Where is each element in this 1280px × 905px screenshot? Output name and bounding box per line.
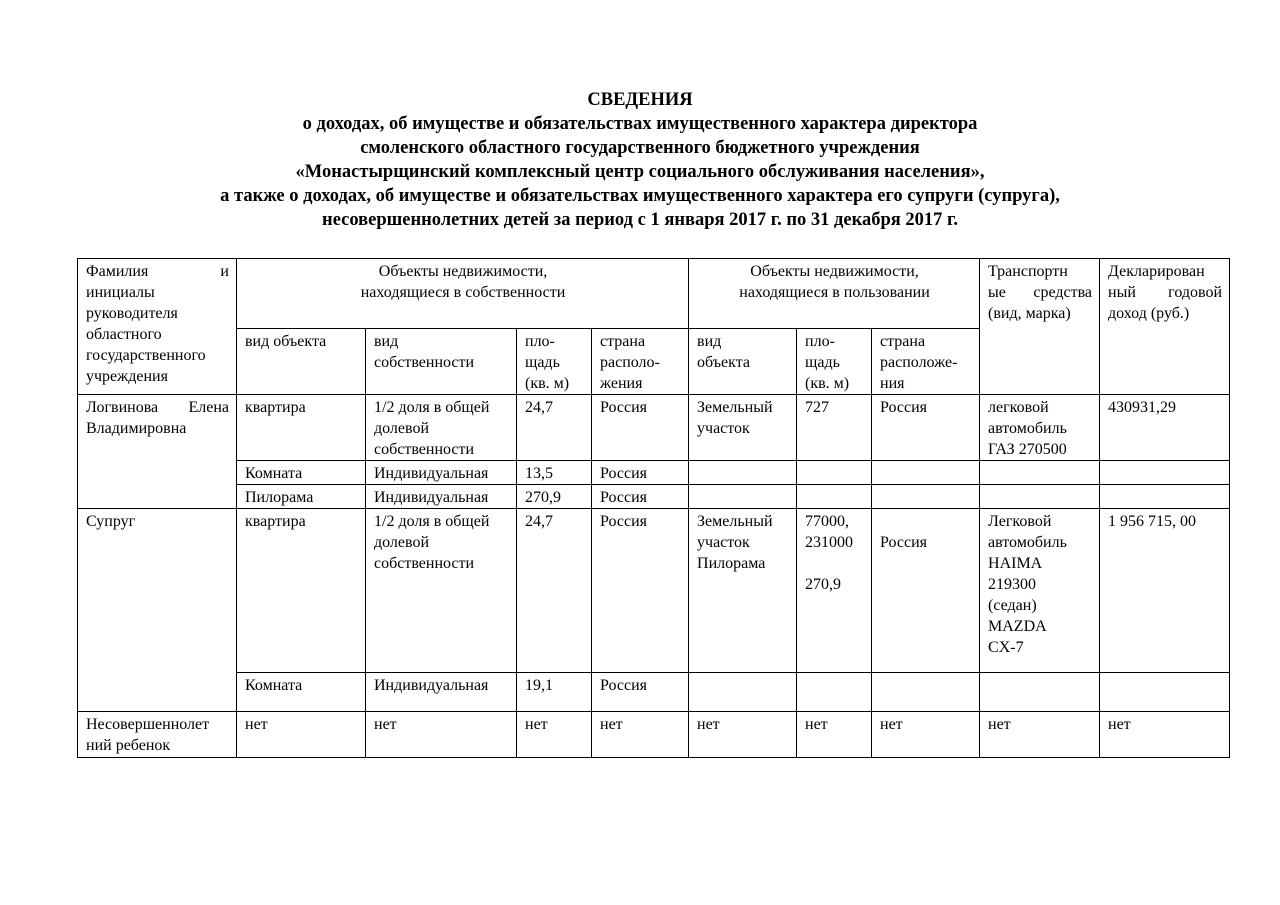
cell-text-line: ые средства [988, 284, 1093, 301]
owned-type-cell: Комната [237, 673, 366, 712]
table-row [78, 461, 1230, 485]
cell-text-line: учреждения [86, 368, 168, 385]
vehicles-cell [980, 509, 1100, 673]
cell-text-line: легковой [988, 399, 1049, 416]
cell-text-line: CX-7 [988, 639, 1024, 656]
header-vehicles [980, 259, 1100, 395]
value-cell: нет [872, 712, 980, 758]
subtitle-line: несовершеннолетних детей за период с 1 января 2017 г. по 31 декабря 2017 г. [322, 210, 958, 230]
owned-ownership-cell [366, 509, 517, 673]
person-name [78, 712, 237, 758]
empty-cell [980, 461, 1100, 485]
cell-text-line: автомобиль [988, 420, 1067, 437]
cell-text-line: страна [880, 333, 926, 350]
cell-text-line: Объекты недвижимости, [750, 263, 919, 280]
owned-area-cell: 24,7 [517, 395, 592, 461]
cell-text-line: собственности [374, 441, 475, 458]
table-row [78, 673, 1230, 712]
empty-cell [689, 673, 797, 712]
cell-text-line: государственного [86, 347, 206, 364]
subtitle-line: о доходах, об имуществе и обязательствах имущественного характера директора [302, 114, 978, 134]
empty-cell [872, 461, 980, 485]
cell-text-line: доход (руб.) [1108, 305, 1190, 322]
value-cell: нет [689, 712, 797, 758]
value-cell: нет [366, 712, 517, 758]
header-owned-ownership [366, 329, 517, 395]
cell-text-line: жения [600, 375, 643, 392]
document-header [0, 88, 1280, 232]
cell-text-line: (седан) [988, 597, 1037, 614]
header-owned-country [592, 329, 689, 395]
cell-text-line: 1/2 доля в общей [374, 513, 490, 530]
owned-type-cell: Комната [237, 461, 366, 485]
owned-type-cell: Пилорама [237, 485, 366, 509]
cell-text-line: Земельный [697, 513, 773, 530]
header-used-area [797, 329, 872, 395]
cell-text-line: расположе- [880, 354, 958, 371]
owned-ownership-cell [366, 673, 517, 712]
cell-text-line: щадь [805, 354, 840, 371]
header-person [78, 259, 237, 395]
subtitle-line: а также о доходах, об имуществе и обязательствах имущественного характера его супруги (супруга), [220, 186, 1060, 206]
cell-text-line: находящиеся в пользовании [739, 284, 930, 301]
empty-cell [797, 485, 872, 509]
subtitle-line: «Монастырщинский комплексный центр социального обслуживания населения», [295, 162, 985, 182]
cell-text-line: MAZDA [988, 618, 1047, 635]
used-type-cell [689, 395, 797, 461]
cell-text-line: располо- [600, 354, 660, 371]
cell-text-line: ний ребенок [86, 737, 171, 754]
cell-text-line: находящиеся в собственности [360, 284, 566, 301]
cell-text-line: участок [697, 420, 750, 437]
used-country-cell: Россия [872, 509, 980, 673]
cell-text-line: Фамилия и [86, 263, 229, 280]
table-row [78, 395, 1230, 461]
cell-text-line: автомобиль [988, 534, 1067, 551]
table-row [78, 509, 1230, 673]
cell-text-line: пло- [805, 333, 835, 350]
empty-cell [797, 673, 872, 712]
header-used-type [689, 329, 797, 395]
cell-text-line: щадь [525, 354, 560, 371]
cell-text-line: Объекты недвижимости, [378, 263, 548, 280]
cell-text-line: Земельный [697, 399, 773, 416]
cell-text-line: вид [374, 333, 399, 350]
cell-text-line: Декларирован [1108, 263, 1205, 280]
owned-area-cell: 24,7 [517, 509, 592, 673]
cell-text-line: собственности [374, 354, 475, 371]
value-cell: нет [517, 712, 592, 758]
owned-country-cell: Россия [592, 461, 689, 485]
value-cell: нет [797, 712, 872, 758]
empty-cell [1100, 461, 1230, 485]
used-type-cell [689, 509, 797, 673]
cell-text-line: участок [697, 534, 750, 551]
income-cell: 430931,29 [1100, 395, 1230, 461]
header-owned-area [517, 329, 592, 395]
cell-text-line: вид [697, 333, 722, 350]
cell-text-line: ный годовой [1108, 284, 1223, 301]
empty-cell [1100, 485, 1230, 509]
cell-text-line: 727 [805, 399, 830, 416]
cell-text-line: долевой [374, 420, 430, 437]
cell-text-line: пло- [525, 333, 555, 350]
owned-area-cell: 13,5 [517, 461, 592, 485]
cell-text-line: (кв. м) [525, 375, 570, 392]
cell-text-line: Транспортн [988, 263, 1068, 280]
owned-area-cell: 270,9 [517, 485, 592, 509]
header-owned-type [237, 329, 366, 395]
cell-text-line: руководителя [86, 305, 178, 322]
vehicles-cell [980, 395, 1100, 461]
document-title: СВЕДЕНИЯ [587, 90, 693, 110]
cell-text-line: Индивидуальная [374, 489, 489, 506]
owned-ownership-cell [366, 461, 517, 485]
owned-ownership-cell [366, 485, 517, 509]
cell-text-line: собственности [374, 555, 475, 572]
value-cell: нет [237, 712, 366, 758]
cell-text-line: 77000, [805, 513, 850, 530]
cell-text-line: 231000 [805, 534, 854, 551]
cell-text-line: Пилорама [697, 555, 766, 572]
used-area-cell [797, 395, 872, 461]
value-cell: нет [592, 712, 689, 758]
cell-text-line: долевой [374, 534, 430, 551]
owned-country-cell: Россия [592, 509, 689, 673]
cell-text-line: (кв. м) [805, 375, 850, 392]
header-used-group [689, 259, 980, 329]
value-cell: нет [1100, 712, 1230, 758]
owned-type-cell: квартира [237, 509, 366, 673]
table-row [78, 712, 1230, 758]
cell-text-line: ния [880, 375, 905, 392]
empty-cell [797, 461, 872, 485]
cell-text-line: 1/2 доля в общей [374, 399, 490, 416]
cell-text-line: ГАЗ 270500 [988, 441, 1067, 458]
cell-text-line: областного [86, 326, 162, 343]
owned-area-cell: 19,1 [517, 673, 592, 712]
cell-text-line: объекта [697, 354, 750, 371]
subtitle-line: смоленского областного государственного бюджетного учреждения [360, 138, 920, 158]
cell-text-line: Индивидуальная [374, 677, 489, 694]
header-income [1100, 259, 1230, 395]
empty-cell [689, 461, 797, 485]
cell-text-line: (вид, марка) [988, 305, 1071, 322]
header-owned-group [237, 259, 689, 329]
declaration-table [77, 258, 1230, 758]
owned-type-cell: квартира [237, 395, 366, 461]
cell-text-line: HAIMA [988, 555, 1043, 572]
header-used-country [872, 329, 980, 395]
owned-country-cell: Россия [592, 485, 689, 509]
empty-cell [872, 485, 980, 509]
empty-cell [872, 673, 980, 712]
cell-text-line [805, 553, 864, 574]
owned-country-cell: Россия [592, 673, 689, 712]
owned-ownership-cell [366, 395, 517, 461]
owned-country-cell: Россия [592, 395, 689, 461]
cell-text-line: инициалы [86, 284, 155, 301]
cell-text-line: 219300 [988, 576, 1037, 593]
person-name [78, 395, 237, 509]
cell-text-line: 270,9 [805, 576, 842, 593]
empty-cell [980, 485, 1100, 509]
header-row-1 [78, 259, 1230, 329]
table-row [78, 485, 1230, 509]
cell-text-line: Супруг [86, 513, 136, 530]
empty-cell [980, 673, 1100, 712]
cell-text-line: Несовершеннолет [86, 716, 210, 733]
cell-text-line: Владимировна [86, 420, 187, 437]
person-name [78, 509, 237, 712]
cell-text-line: Индивидуальная [374, 465, 489, 482]
empty-cell [689, 485, 797, 509]
income-cell: 1 956 715, 00 [1100, 509, 1230, 673]
used-area-cell [797, 509, 872, 673]
cell-text-line: страна [600, 333, 646, 350]
cell-text-line: Логвинова Елена [86, 399, 229, 416]
empty-cell [1100, 673, 1230, 712]
used-country-cell: Россия [872, 395, 980, 461]
cell-text-line: вид объекта [245, 333, 327, 350]
cell-text-line: Легковой [988, 513, 1052, 530]
value-cell: нет [980, 712, 1100, 758]
